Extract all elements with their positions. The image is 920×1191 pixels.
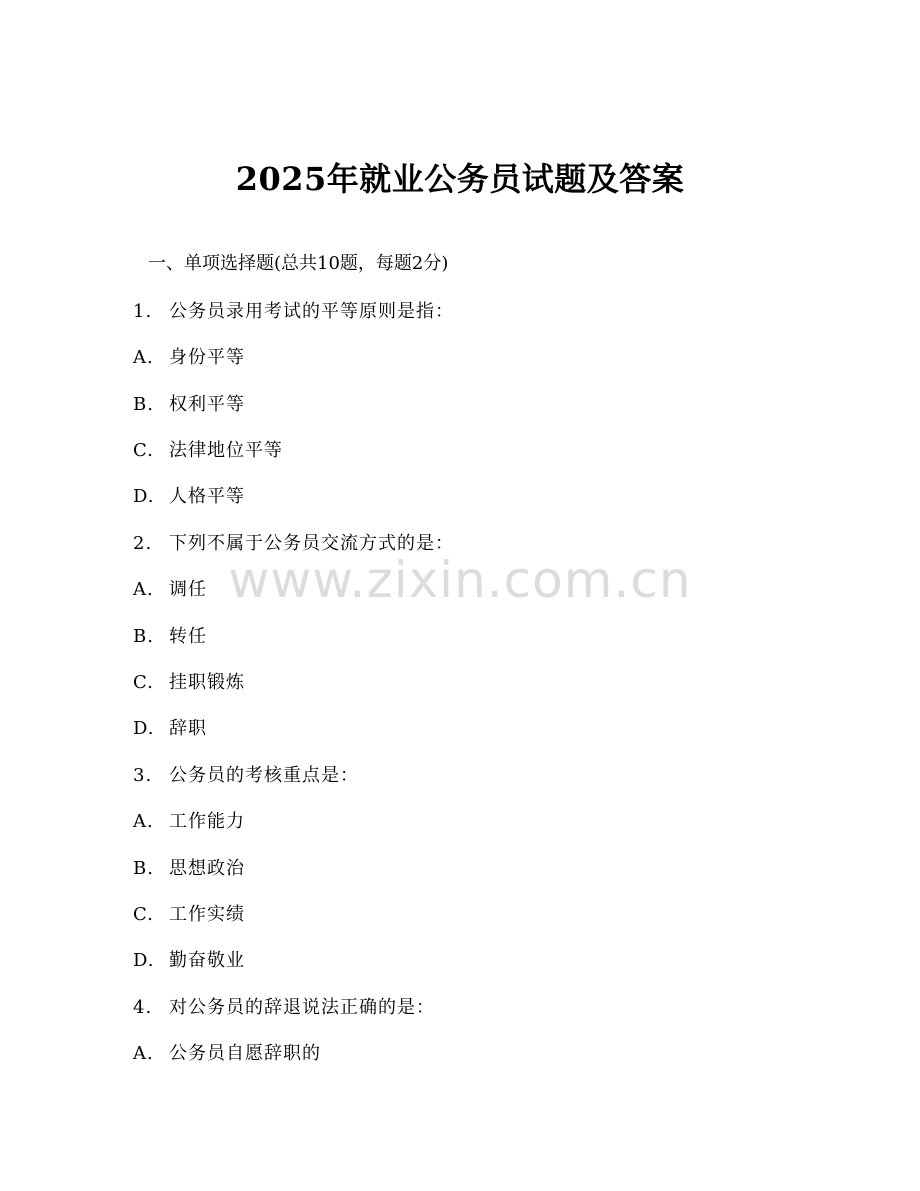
option-text: 工作能力 <box>169 811 245 832</box>
option-label: C. <box>133 440 154 461</box>
option-label: D. <box>133 718 155 739</box>
option-label: A. <box>133 347 154 368</box>
question-number: 4. <box>133 997 153 1018</box>
option-label: B. <box>133 858 154 879</box>
option-text: 工作实绩 <box>169 904 245 925</box>
question-number: 3. <box>133 765 153 786</box>
question-text: 对公务员的辞退说法正确的是： <box>169 997 435 1018</box>
option-text: 挂职锻炼 <box>169 672 245 693</box>
option-3b <box>133 855 245 883</box>
question-2 <box>133 530 454 558</box>
option-text: 转任 <box>169 626 207 647</box>
option-label: C. <box>133 672 154 693</box>
question-text: 公务员录用考试的平等原则是指： <box>169 301 454 322</box>
section-heading: 一、单项选择题(总共10题，每题2分) <box>148 253 449 274</box>
option-text: 身份平等 <box>169 347 245 368</box>
option-1b <box>133 391 245 419</box>
option-2b <box>133 623 207 651</box>
option-text: 辞职 <box>169 718 207 739</box>
option-label: A. <box>133 579 154 600</box>
option-1a <box>133 344 245 372</box>
option-text: 公务员自愿辞职的 <box>169 1043 321 1064</box>
question-1 <box>133 298 454 326</box>
option-label: A. <box>133 811 154 832</box>
option-2d <box>133 715 207 743</box>
question-3 <box>133 762 359 790</box>
document-title: 2025年就业公务员试题及答案 <box>235 160 685 198</box>
option-label: D. <box>133 950 155 971</box>
option-text: 勤奋敬业 <box>169 950 245 971</box>
question-number: 1. <box>133 301 153 322</box>
option-2a <box>133 576 207 604</box>
question-number: 2. <box>133 533 153 554</box>
option-3a <box>133 808 245 836</box>
option-label: A. <box>133 1043 154 1064</box>
option-text: 思想政治 <box>169 858 245 879</box>
option-1c <box>133 437 283 465</box>
option-2c <box>133 669 245 697</box>
question-4 <box>133 994 435 1022</box>
option-4a <box>133 1040 321 1068</box>
option-text: 人格平等 <box>169 486 245 507</box>
option-text: 权利平等 <box>169 394 245 415</box>
option-3d <box>133 947 245 975</box>
option-3c <box>133 901 245 929</box>
question-text: 公务员的考核重点是： <box>169 765 359 786</box>
option-label: D. <box>133 486 155 507</box>
watermark: www.zixin.com.cn <box>228 551 692 609</box>
option-label: B. <box>133 394 154 415</box>
option-text: 调任 <box>169 579 207 600</box>
option-label: B. <box>133 626 154 647</box>
question-text: 下列不属于公务员交流方式的是： <box>169 533 454 554</box>
option-1d <box>133 483 245 511</box>
option-label: C. <box>133 904 154 925</box>
option-text: 法律地位平等 <box>169 440 283 461</box>
